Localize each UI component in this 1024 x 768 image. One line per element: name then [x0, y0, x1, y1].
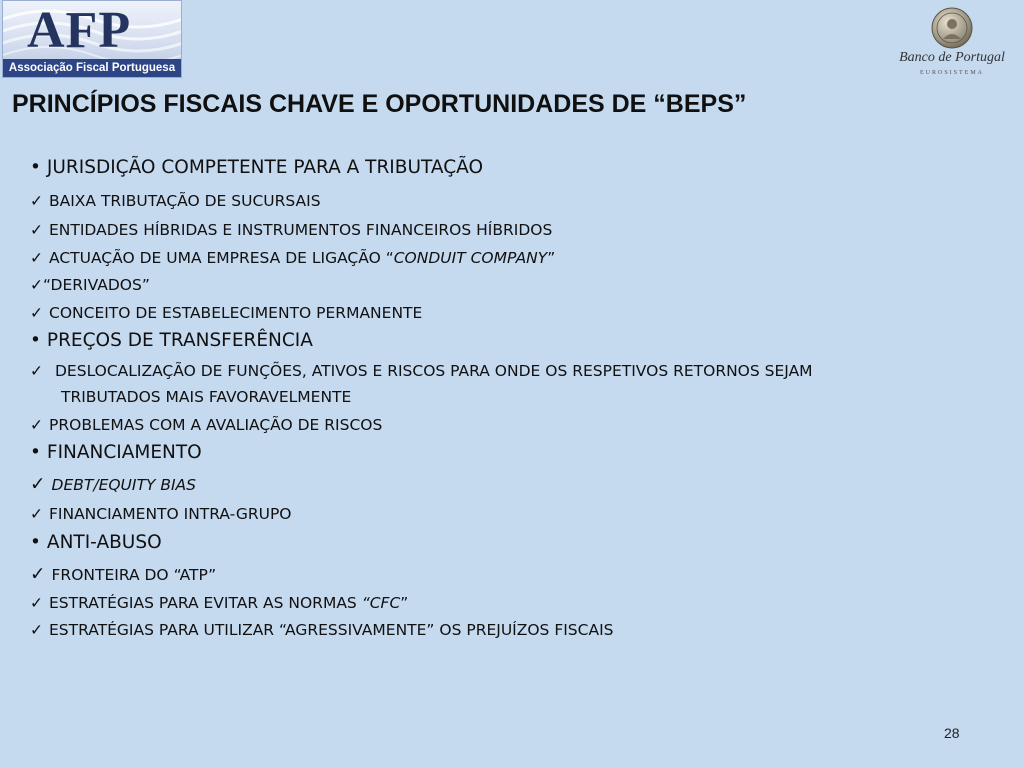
afp-logo — [2, 0, 182, 78]
checkmark-icon: ✓ — [30, 362, 43, 380]
checkmark-icon: ✓ — [30, 249, 43, 267]
item-text: ESTRATÉGIAS PARA EVITAR AS NORMAS — [49, 594, 362, 612]
page-number: 28 — [944, 725, 960, 741]
item-text-italic: CONDUIT COMPANY — [393, 249, 548, 267]
slide-title: PRINCÍPIOS FISCAIS CHAVE E OPORTUNIDADES DE “BEPS” — [12, 90, 747, 118]
check-item — [30, 414, 382, 436]
item-text: TRIBUTADOS MAIS FAVORAVELMENTE — [61, 388, 352, 406]
item-text: PROBLEMAS COM A AVALIAÇÃO DE RISCOS — [49, 416, 383, 434]
afp-letters: AFP — [27, 2, 132, 59]
check-item — [30, 503, 292, 525]
check-item — [30, 247, 555, 269]
checkmark-icon: ✓ — [30, 594, 43, 612]
check-item — [30, 474, 196, 496]
check-item — [30, 592, 408, 614]
checkmark-icon: ✓ — [30, 416, 43, 434]
item-text: FINANCIAMENTO — [46, 442, 202, 463]
checkmark-icon: ✓ — [30, 505, 43, 523]
check-item-continuation — [61, 386, 351, 408]
item-text: ACTUAÇÃO DE UMA EMPRESA DE LIGAÇÃO “ — [49, 249, 394, 267]
checkmark-icon: ✓ — [30, 276, 43, 294]
check-item — [30, 190, 321, 212]
item-text: ESTRATÉGIAS PARA UTILIZAR “AGRESSIVAMENTE” OS PREJUÍZOS FISCAIS — [49, 621, 614, 639]
item-text: PREÇOS DE TRANSFERÊNCIA — [46, 330, 313, 351]
checkmark-icon: ✓ — [30, 474, 46, 495]
check-item — [30, 564, 216, 586]
item-text: BAIXA TRIBUTAÇÃO DE SUCURSAIS — [49, 192, 321, 210]
bank-subtitle: EUROSISTEMA — [919, 70, 984, 76]
bullet-item — [30, 532, 162, 554]
checkmark-icon: ✓ — [30, 192, 43, 210]
bullet-icon: • — [30, 532, 41, 553]
checkmark-icon: ✓ — [30, 564, 46, 585]
coin-emblem-icon — [931, 7, 973, 49]
check-item — [30, 302, 422, 324]
checkmark-icon: ✓ — [30, 621, 43, 639]
bullet-icon: • — [30, 157, 41, 178]
check-item — [30, 219, 552, 241]
item-text: ANTI-ABUSO — [46, 532, 162, 553]
item-text: “DERIVADOS” — [43, 276, 150, 294]
bullet-icon: • — [30, 442, 41, 463]
item-text: JURISDIÇÃO COMPETENTE PARA A TRIBUTAÇÃO — [46, 157, 483, 178]
item-text: DESLOCALIZAÇÃO DE FUNÇÕES, ATIVOS E RISCOS PARA ONDE OS RESPETIVOS RETORNOS SEJAM — [55, 362, 813, 380]
item-text-italic: “CFC — [361, 594, 401, 612]
item-text: FRONTEIRA DO “ATP” — [51, 566, 217, 584]
checkmark-icon: ✓ — [30, 304, 43, 322]
item-text: CONCEITO DE ESTABELECIMENTO PERMANENTE — [49, 304, 423, 322]
check-item — [30, 360, 813, 382]
bullet-item — [30, 442, 202, 464]
bullet-icon: • — [30, 330, 41, 351]
item-text: ” — [547, 249, 556, 267]
afp-tagline: Associação Fiscal Portuguesa — [3, 59, 181, 77]
bullet-item — [30, 157, 483, 179]
check-item — [30, 619, 614, 641]
item-text: ENTIDADES HÍBRIDAS E INSTRUMENTOS FINANCEIROS HÍBRIDOS — [49, 221, 553, 239]
item-text-italic: DEBT/EQUITY BIAS — [51, 476, 196, 494]
banco-de-portugal-logo — [888, 4, 1016, 80]
checkmark-icon: ✓ — [30, 221, 43, 239]
check-item — [30, 274, 150, 296]
bank-name: Banco de Portugal — [899, 50, 1005, 65]
item-text: FINANCIAMENTO INTRA-GRUPO — [49, 505, 292, 523]
item-text: ” — [400, 594, 409, 612]
bullet-item — [30, 330, 313, 352]
